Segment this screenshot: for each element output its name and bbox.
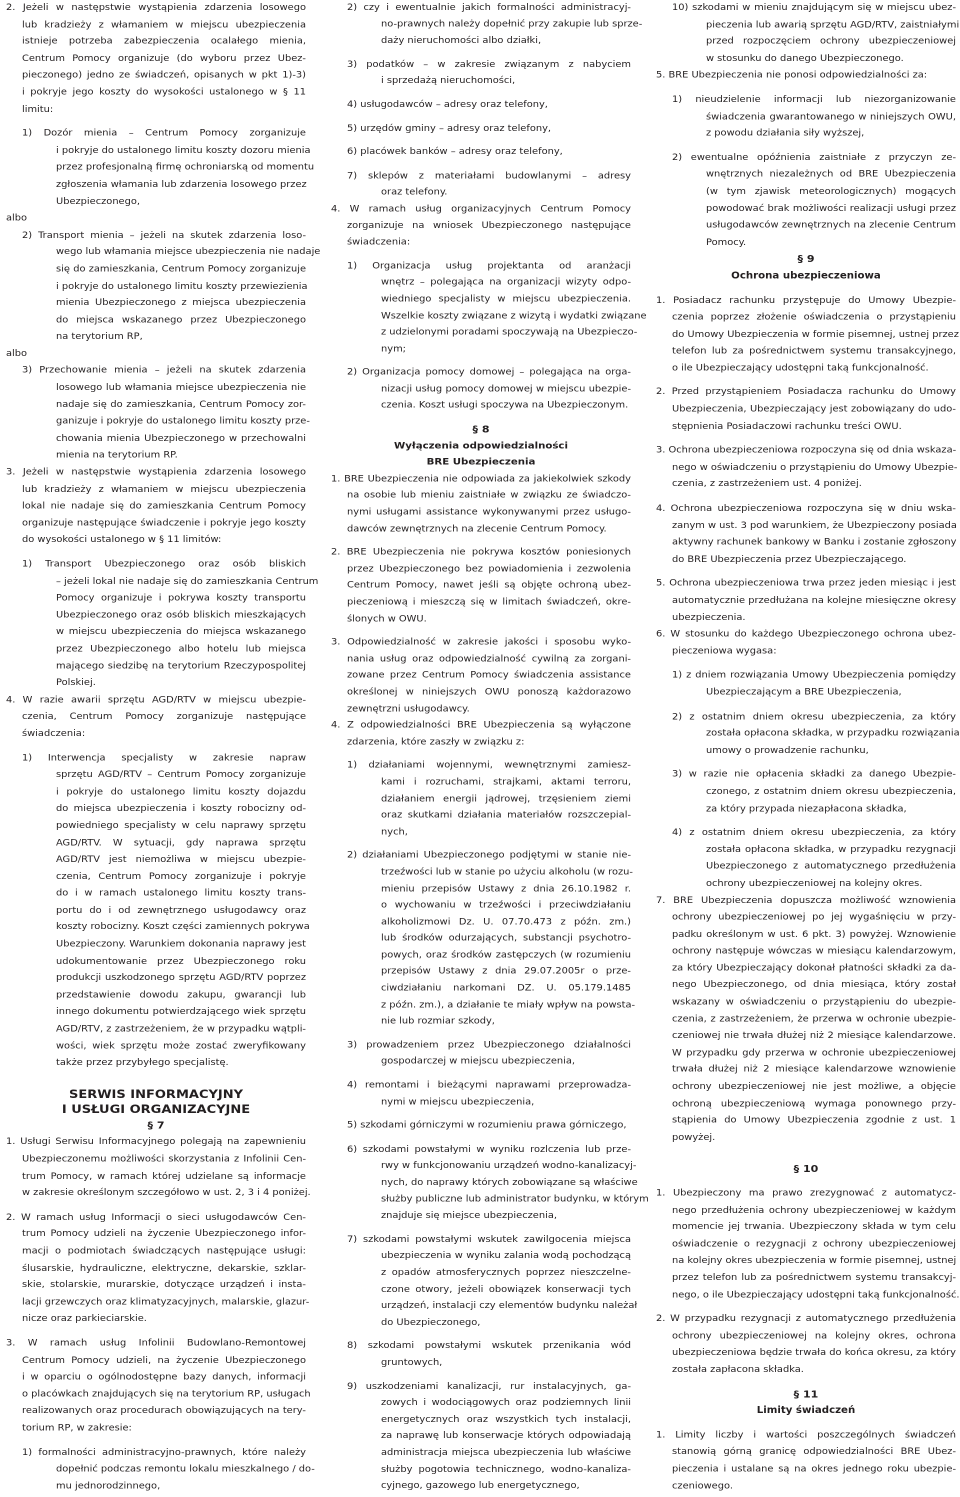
- text-line: 1. Ubezpieczony ma prawo zrezygnować z automatycz-: [656, 1188, 956, 1199]
- text-line: dopełnić podczas remontu lokalu mieszkalnego / do-: [56, 1464, 315, 1475]
- text-line: została opłacona składka, w przypadku rozwiązania: [706, 728, 960, 739]
- text-line: Ubezpieczony. Warunkiem dokonania naprawy jest: [56, 939, 306, 950]
- text-line: czenia, Centrum Pomocy zorganizuje i pokryje: [56, 871, 306, 882]
- paragraph-title: BRE Ubezpieczenia: [426, 457, 536, 468]
- text-line: albo: [6, 213, 28, 224]
- text-line: 8) szkodami powstałymi wskutek przenikania wód: [347, 1341, 631, 1351]
- text-line: świadczenia:: [347, 237, 411, 248]
- spacer: [656, 435, 956, 442]
- text-line: 3) podatków – w zakresie związanym z nabyciem: [347, 59, 631, 70]
- text-line: nych, do naprawy których zobowiązane są właściwe: [381, 1177, 638, 1188]
- text-line: macji o podmiotach świadczących następujące usługi:: [22, 1246, 306, 1257]
- text-line: trwała dłużej niż 2 miesiące kalendarzowe wznowienie: [672, 1064, 956, 1075]
- text-line: 1) Organizacja usług projektanta od aranżacji: [347, 260, 631, 271]
- text-line: wskazany w oświadczeniu o przystąpieniu do ubezpie-: [672, 997, 956, 1008]
- spacer: [331, 358, 631, 365]
- text-line: kami i rozruchami, strajkami, aktami terroru,: [381, 777, 631, 788]
- text-line: w miejscu ubezpieczenia do miejsca wskazanego: [56, 627, 306, 638]
- text-line: realizowanych oraz procedurach obowiązujących na tery-: [22, 1405, 306, 1416]
- text-line: powych, oraz środków zastępczych (w rozumieniu: [381, 950, 631, 961]
- text-line: wości, wiek sprzętu może zostać zweryfikowany: [56, 1040, 306, 1051]
- text-line: z powodu działania siły wyższej,: [706, 128, 865, 139]
- spacer: [6, 1328, 306, 1335]
- spacer: [6, 743, 306, 750]
- spacer: [656, 660, 956, 667]
- text-line: 1) Interwencja specjalisty w zakresie napraw: [22, 752, 306, 763]
- text-line: Ubezpieczonemu możliwości skorzystania z Infolinii Cen-: [22, 1154, 306, 1165]
- text-line: zowane przez Centrum Pomocy świadczenia assistance: [347, 670, 631, 681]
- text-line: no-prawnych należy dopełnić przy zakupie lub sprze-: [381, 19, 643, 30]
- text-line: z późn. zm.), a działanie te miały wpływ na powsta-: [381, 999, 636, 1010]
- text-line: aktywny rachunek bankowy w Banku i zostanie zgłoszony: [672, 537, 957, 548]
- text-line: do wysokości ustalonego w § 11 limitów:: [22, 535, 222, 546]
- text-line: ochrony następuje wówczas w miesiącu kalendarzowym,: [672, 946, 956, 957]
- text-line: ubezpieczeniowa będzie trwała do końca okresu, za który: [672, 1347, 956, 1358]
- text-line: 4) z ostatnim dniem okresu ubezpieczenia, za który: [672, 827, 956, 838]
- spacer: [331, 538, 631, 545]
- text-line: W przypadku gdy przerwa w ochronie ubezpieczeniowej: [672, 1047, 956, 1058]
- text-line: Centrum Pomocy udzieli, na życzenie Ubezpieczonego: [22, 1355, 306, 1366]
- text-line: 1) z dniem rozwiązania Umowy Ubezpieczenia pomiędzy: [672, 670, 956, 681]
- text-line: Ubezpieczonego,: [56, 196, 141, 207]
- spacer: [331, 161, 631, 168]
- text-line: do miejsca wskazanego przez Ubezpieczonego: [56, 314, 306, 325]
- text-line: nadaje się do zamieszkania, Centrum Pomocy zor-: [56, 399, 306, 410]
- text-line: Ubezpieczającym a BRE Ubezpieczenia,: [706, 687, 902, 698]
- text-line: 1. Usługi Serwisu Informacyjnego polegają na zapewnieniu: [6, 1137, 306, 1148]
- spacer: [656, 143, 956, 150]
- text-line: także przez przybyłego specjalistę.: [56, 1057, 229, 1068]
- text-line: zewnętrzni usługodawcy.: [347, 703, 470, 714]
- text-line: czonego, z ostatnim dniem okresu ubezpieczenia,: [706, 786, 956, 797]
- spacer: [656, 1379, 956, 1386]
- text-line: 4. Z odpowiedzialności BRE Ubezpieczenia są wyłączone: [331, 720, 631, 731]
- text-line: ochrony ubezpieczeniowej na kolejny okres.: [706, 878, 923, 889]
- text-line: zanym w ust. 3 pod warunkiem, że Ubezpieczony posiada: [672, 520, 957, 531]
- spacer: [656, 1178, 956, 1185]
- text-line: z opadów atmosferycznych poprzez nieszczelne-: [381, 1267, 631, 1278]
- text-line: 7) sklepów z materiałami budowlanymi – adresy: [347, 170, 631, 181]
- text-line: nymi usługami assistance wykonywanymi przez usługo-: [347, 507, 631, 518]
- text-line: przez profesjonalną firmę ochroniarską od momentu: [56, 162, 315, 173]
- text-line: wnętrz – polegająca na organizacji wizyty odpo-: [381, 277, 631, 288]
- text-line: ochrony ubezpieczeniowej po jej wygaśnięciu w przy-: [672, 912, 956, 923]
- text-line: ochrony ubezpieczeniowej nie jest możliwe, a objęcie: [672, 1081, 956, 1092]
- text-line: 1. BRE Ubezpieczenia nie odpowiada za jakiekolwiek szkody: [331, 474, 631, 484]
- text-line: 2. W przypadku rezygnacji z automatycznego przedłużenia: [656, 1313, 956, 1325]
- text-line: 6) placówek banków – adresy oraz telefony,: [347, 147, 563, 158]
- text-line: stępnienia Posiadaczowi rachunku treści OWU.: [672, 421, 902, 432]
- paragraph-number: § 7: [147, 1119, 165, 1132]
- paragraph-number: § 11: [793, 1388, 819, 1400]
- text-line: 3. Jeżeli w następstwie wystąpienia zdarzenia losowego: [6, 467, 306, 478]
- text-line: 5. Ochrona ubezpieczeniowa trwa przez jeden miesiąc i jest: [656, 578, 956, 589]
- text-line: do i w ramach ustalonego limitu koszty trans-: [56, 888, 306, 899]
- text-line: nego Ubezpieczonego, od dnia miesiąca, który został: [672, 980, 956, 991]
- spacer: [656, 1420, 956, 1427]
- text-line: AGD/RTV jest niemożliwa w miejscu ubezpie-: [56, 854, 306, 865]
- text-line: pieczeniową i mieszczą się w limitach świadczeń, okre-: [347, 597, 631, 608]
- text-line: powyżej.: [672, 1132, 716, 1143]
- text-line: portu do i od zewnętrznego usługodawcy oraz: [56, 905, 306, 916]
- text-line: energetycznych oraz wszystkich tych instalacji,: [381, 1414, 631, 1425]
- text-line: pieczenia i ustalane są na okres jednego roku ubezpie-: [672, 1463, 956, 1475]
- text-line: została zapłacona składka.: [672, 1364, 804, 1375]
- text-line: o ile Ubezpieczający udostępni taką funkcjonalność.: [672, 363, 929, 374]
- text-line: 1. Limity liczby i wartości poszczególnych świadczeń: [656, 1430, 956, 1441]
- spacer: [331, 90, 631, 97]
- text-line: nymi w miejscu ubezpieczenia,: [381, 1097, 535, 1107]
- spacer: [6, 1072, 306, 1087]
- text-line: 2) z ostatnim dniem okresu ubezpieczenia, za który: [672, 711, 956, 722]
- spacer: [331, 1372, 631, 1379]
- spacer: [656, 85, 956, 92]
- text-line: chowania mienia Ubezpieczonego w przechowalni: [56, 433, 306, 444]
- text-line: przedstawienie dowodu zakupu, gwarancji lub: [56, 990, 306, 1001]
- text-line: usługodawców zewnętrznych na zlecenie Centrum: [706, 220, 956, 231]
- text-line: mu jednorodzinnego,: [56, 1481, 161, 1492]
- text-line: nicze oraz parkieciarskie.: [22, 1313, 147, 1324]
- spacer: [331, 1331, 631, 1338]
- text-line: 3) prowadzeniem przez Ubezpieczonego działalności: [347, 1040, 631, 1051]
- text-line: 5) szkodami górniczymi w rozumieniu prawa górniczego,: [347, 1120, 627, 1131]
- spacer: [331, 415, 631, 422]
- spacer: [331, 1135, 631, 1142]
- text-line: pieczeniowa wygasa:: [672, 646, 777, 657]
- spacer: [6, 549, 306, 556]
- text-line: istnieje potrzeba zabezpieczenia ocalałego mienia,: [22, 36, 306, 47]
- text-line: określonej w niniejszych OWU ponoszą każdorazowo: [347, 687, 631, 698]
- text-line: i sprzedażą nieruchomości,: [381, 76, 516, 86]
- spacer: [6, 1437, 306, 1444]
- text-line: Ubezpieczenia, Ubezpieczający jest zobowiązany do udo-: [672, 404, 956, 415]
- text-line: ubezpieczenia.: [672, 612, 746, 623]
- text-line: się do zamieszkania, Centrum Pomocy zorganizuje: [56, 264, 306, 275]
- text-line: o placówkach znajdujących się na terytorium RP, usługach: [22, 1389, 311, 1400]
- text-line: powodować brak możliwości realizacji usługi przez: [706, 203, 956, 214]
- text-line: o wychowaniu w trzeźwości i przeciwdziałaniu: [381, 900, 631, 911]
- section-heading: SERWIS INFORMACYJNY: [68, 1087, 244, 1102]
- text-line: nizacji usług pomocy domowej w miejscu ubezpie-: [381, 384, 631, 394]
- text-line: w stosunku do danego Ubezpieczonego.: [706, 53, 904, 64]
- paragraph-title: Wyłączenia odpowiedzialności: [394, 440, 568, 451]
- text-line: nych,: [381, 827, 408, 837]
- text-line: do BRE Ubezpieczenia przez Ubezpieczającego.: [672, 554, 907, 565]
- text-line: służby publiczne lub administrator budynku, w którym: [381, 1194, 649, 1205]
- text-line: 4. W ramach usług organizacyjnych Centrum Pomocy: [331, 204, 631, 214]
- text-line: i pokryje do ustalonego limitu koszty dozoru mienia: [56, 145, 311, 156]
- spacer: [331, 114, 631, 121]
- text-line: alkoholizmowi Dz. U. 07.70.473 z późn. zm.): [381, 917, 631, 927]
- text-line: automatycznie przedłużana na kolejne miesięczne okresy: [672, 595, 957, 606]
- text-line: została opłacona składka, w przypadku rezygnacji: [706, 844, 956, 855]
- text-line: innego dokumentu potwierdzającego wiek sprzętu: [56, 1007, 306, 1018]
- text-line: 6) szkodami powstałymi w wyniku rozlczenia lub prze-: [347, 1144, 631, 1155]
- paragraph-number: § 8: [472, 423, 490, 436]
- column-right: [656, 0, 960, 1495]
- text-line: 9) uszkodzeniami kanalizacji, rur instalacyjnych, ga-: [347, 1381, 631, 1392]
- text-line: 2. BRE Ubezpieczenia nie pokrywa kosztów poniesionych: [331, 547, 631, 558]
- text-line: sprzętu AGD/RTV – Centrum Pomocy zorganizuje: [56, 769, 306, 780]
- text-line: gruntowych,: [381, 1357, 443, 1368]
- text-line: AGD/RTV, z zastrzeżeniem, że w przypadku wątpli-: [56, 1023, 306, 1035]
- text-line: 1. Posiadacz rachunku przystępuje do Umowy Ubezpie-: [656, 295, 956, 306]
- text-line: do Umowy Ubezpieczenia w formie pisemnej, ustnej przez: [672, 329, 959, 340]
- text-line: nie lub rozmiar szkody,: [381, 1016, 495, 1027]
- column-left: [6, 0, 321, 1495]
- text-line: za który Ubezpieczający dokonał płatności składki za da-: [672, 963, 956, 974]
- text-line: 2) ewentualne opóźnienia zaistniałe z przyczyn ze-: [672, 152, 956, 163]
- text-line: 1) działaniami wojennymi, wewnętrznymi zamiesz-: [347, 760, 631, 771]
- text-line: umowy o prowadzenie rachunku,: [706, 745, 869, 756]
- text-line: ślusarskie, hydrauliczne, elektryczne, dekarskie, szklar-: [22, 1263, 306, 1274]
- text-line: 2. Przed przystąpieniem Posiadacza rachunku do Umowy: [656, 387, 956, 398]
- text-line: na terytorium RP,: [56, 331, 143, 342]
- text-line: do Ubezpieczonego,: [381, 1317, 481, 1328]
- paragraph-title: Limity świadczeń: [756, 1405, 856, 1416]
- text-line: czeniowej nie trwała dłużej niż 2 miesiące kalendarzowe.: [672, 1030, 956, 1041]
- text-line: lokal nie nadaje się do zamieszkania Centrum Pomocy: [22, 501, 306, 512]
- text-line: produkcji uszkodzonego sprzętu AGD/RTV poprzez: [56, 973, 306, 984]
- text-line: dawców zewnętrznych na zlecenie Centrum Pomocy.: [347, 523, 607, 534]
- text-line: zorganizuje na wniosek Ubezpieczonego następujące: [347, 220, 631, 231]
- text-line: limitu:: [22, 104, 54, 115]
- text-line: czenia poprzez złożenie oświadczenia o przystąpieniu: [672, 312, 956, 323]
- text-line: 4) remontami i bieżącymi naprawami przeprowadza-: [347, 1080, 631, 1091]
- text-line: gospodarczej w miejscu ubezpieczenia,: [381, 1056, 576, 1067]
- text-line: przez Ubezpieczonego bez powiadomienia i zezwolenia: [347, 564, 631, 574]
- text-line: świadczenia:: [22, 728, 86, 739]
- text-line: nego przedłużenia ochrony ubezpieczeniowej w każdym: [672, 1205, 956, 1216]
- text-line: urządzeń, instalacji czy elementów budynku należał: [381, 1300, 638, 1311]
- text-line: oraz skutkami działania materiałów rozszczepial-: [381, 810, 631, 821]
- text-line: nego w oświadczeniu o przystąpieniu do Umowy Ubezpie-: [672, 462, 958, 473]
- spacer: [656, 494, 956, 501]
- text-line: czenia. Koszt usługi spoczywa na Ubezpieczonym.: [381, 400, 629, 411]
- text-line: Polskiej.: [56, 677, 96, 688]
- text-line: lub kradzieży z włamaniem w miejscu ubezpieczenia: [22, 484, 306, 495]
- text-line: czenia, z zastrzeżeniem ust. 4 poniżej.: [672, 479, 862, 490]
- text-line: 2) Organizacja pomocy domowej – polegająca na orga-: [347, 367, 631, 378]
- spacer: [331, 1111, 631, 1118]
- text-line: trzeźwości lub w stanie po użyciu alkoholu (w rozu-: [381, 867, 633, 878]
- text-line: działaniem energii jądrowej, trzęsieniem ziemi: [381, 793, 631, 804]
- spacer: [656, 1147, 956, 1162]
- text-line: za naprawę lub konserwacje których odpowiadają: [381, 1431, 631, 1441]
- text-line: telefon lub za pośrednictwem systemu transakcyjnego,: [672, 346, 956, 357]
- text-line: losowego lub włamania miejsce ubezpieczenia nie: [56, 382, 306, 393]
- text-line: czenia, z zastrzeżeniem, że przerwa w ochronie ubezpie-: [672, 1013, 956, 1024]
- text-line: mieniu przepisów Ustawy z dnia 26.10.1982 r.: [381, 883, 631, 894]
- spacer: [656, 1304, 956, 1311]
- text-line: czenia, Centrum Pomocy zorganizuje następujące: [22, 711, 306, 722]
- text-line: Centrum Pomocy organizuje (do wyboru przez Ubez-: [22, 53, 306, 64]
- text-line: 7. BRE Ubezpieczenia dopuszcza możliwość wznowienia: [656, 895, 956, 906]
- text-line: mienia Ubezpieczonego z miejsca ubezpieczenia: [56, 297, 306, 309]
- text-line: Pomocy.: [706, 237, 747, 248]
- text-line: ochrony ubezpieczeniowej na kolejny okres, ochrona: [672, 1330, 956, 1341]
- text-line: udokumentowanie przez Ubezpieczonego roku: [56, 956, 306, 967]
- spacer: [331, 841, 631, 848]
- spacer: [331, 751, 631, 758]
- paragraph-number: § 10: [793, 1163, 819, 1175]
- spacer: [331, 628, 631, 635]
- text-line: 4) usługodawców – adresy oraz telefony,: [347, 99, 548, 110]
- text-line: 2. Jeżeli w następstwie wystąpienia zdarzenia losowego: [6, 2, 306, 13]
- text-line: przez Ubezpieczonego albo hotelu lub miejsca: [56, 644, 306, 655]
- text-line: czone otwory, jeżeli obowiązek konserwacji tych: [381, 1284, 631, 1295]
- text-line: organizuje następujące świadczenie i pokryje jego koszty: [22, 518, 306, 529]
- text-line: cyjnego, gazowego lub energetycznego,: [381, 1480, 580, 1491]
- text-line: wego lub włamania miejsce ubezpieczenia nie nadaje: [56, 247, 321, 258]
- text-line: padku określonym w ust. 6 pkt. 3) powyżej. Wznowienie: [672, 929, 956, 940]
- text-line: administracja miejsca ubezpieczenia lub właściwe: [381, 1447, 631, 1458]
- text-line: z udzielonymi poradami spoczywają na Ubezpieczo-: [381, 327, 638, 338]
- text-line: nania usług oraz odpowiedzialność cywilną za zorgani-: [347, 654, 631, 664]
- text-line: Ubezpieczonego z automatycznego przedłużenia: [706, 861, 956, 872]
- text-line: 1) Dozór mienia – Centrum Pomocy zorganizuje: [22, 128, 306, 139]
- spacer: [656, 760, 956, 767]
- spacer: [331, 137, 631, 144]
- text-line: 5. BRE Ubezpieczenia nie ponosi odpowiedzialności za:: [656, 70, 928, 81]
- spacer: [6, 119, 306, 126]
- text-line: skie, stolarskie, murarskie, dotyczące urządzeń i insta-: [22, 1280, 306, 1291]
- spacer: [331, 50, 631, 57]
- text-line: ganizuje i pokryje do ustalonego limitu koszty prze-: [56, 416, 310, 427]
- text-line: momencie jej trwania. Ubezpieczony składa w tym celu: [672, 1222, 956, 1233]
- text-line: 5) urzędów gminy – adresy oraz telefony,: [347, 123, 552, 134]
- text-line: trum Pomocy, w ramach której udzielane są informacje: [22, 1171, 306, 1182]
- text-line: daży nieruchomości albo działki,: [381, 35, 542, 46]
- text-line: 2) Transport mienia – jeżeli na skutek zdarzenia loso-: [22, 230, 306, 241]
- text-line: świadczenia gwarantowanego w niniejszych OWU,: [706, 111, 956, 122]
- spacer: [656, 702, 956, 709]
- text-line: pieczenia lub awarią sprzętu AGD/RTV, zaistniałymi: [706, 19, 960, 30]
- text-line: przez telefon lub za pośrednictwem systemu transakcyj-: [672, 1272, 956, 1283]
- text-line: ślonych w OWU.: [347, 613, 427, 624]
- paragraph-title: Ochrona ubezpieczeniowa: [731, 271, 881, 282]
- text-line: pieczonego) jedno ze świadczeń, opisanych w pkt 1)-3): [22, 70, 306, 81]
- text-line: 6. W stosunku do każdego Ubezpieczonego ochrona ubez-: [656, 629, 956, 640]
- text-line: ochroną ubezpieczeniową wymaga ponownego przy-: [672, 1098, 956, 1109]
- text-line: 1) nieudzielenie informacji lub niezorganizowanie: [672, 94, 956, 105]
- text-line: 10) szkodami w mieniu znajdującym się w miejscu ubez-: [672, 2, 956, 13]
- text-line: stąpienia do Umowy Ubezpieczenia zgodnie z ust. 1: [672, 1115, 956, 1126]
- text-line: nego, o ile Ubezpieczający udostępni taką funkcjonalność.: [672, 1289, 960, 1300]
- text-line: 2) czy i ewentualnie jakich formalności administracyj-: [347, 2, 631, 13]
- spacer: [331, 1225, 631, 1232]
- text-line: 3) Przechowanie mienia – jeżeli na skutek zdarzenia: [22, 365, 306, 376]
- text-line: Wszelkie koszty związane z wizytą i wydatki związane: [381, 310, 647, 321]
- text-line: 1) formalności administracyjno-prawnych, które należy: [22, 1447, 306, 1458]
- text-line: 2) działaniami Ubezpieczonego podjętymi w stanie nie-: [347, 850, 631, 861]
- text-line: lub kradzieży z włamaniem w miejscu ubezpieczenia: [22, 19, 306, 30]
- spacer: [331, 251, 631, 258]
- text-line: 2. W ramach usług Informacji o sieci usługodawców Cen-: [6, 1212, 306, 1223]
- text-line: i w oparciu o ogólnodostępne bazy danych, informacji: [22, 1372, 306, 1383]
- text-line: AGD/RTV. W sytuacji, gdy naprawa sprzętu: [56, 837, 306, 848]
- text-line: czeniowego.: [672, 1480, 733, 1491]
- text-line: 3. Odpowiedzialność w zakresie jakości i sposobu wyko-: [331, 637, 631, 648]
- text-line: i pokryje jego koszty do wysokości ustalonego w § 11: [22, 87, 306, 98]
- text-line: i pokryje do ustalonego limitu koszty przewiezienia: [56, 281, 308, 292]
- text-line: Ubezpieczonego oraz osób bliskich mieszkających: [56, 610, 306, 621]
- text-line: powiedniego specjalisty w celu naprawy sprzętu: [56, 820, 306, 831]
- text-line: – jeżeli lokal nie nadaje się do zamieszkania Centrum: [56, 576, 319, 587]
- text-line: przepisów Ustawy z dnia 29.07.2005r o prze-: [381, 966, 631, 977]
- paragraph-number: § 9: [797, 253, 815, 266]
- text-line: mienia na terytorium RP.: [56, 450, 178, 461]
- text-line: lub środków odurzających, substancji psychotro-: [381, 933, 631, 944]
- text-line: zgłoszenia włamania lub zdarzenia losowego przez: [56, 179, 307, 190]
- text-line: w zakresie określonym szczegółowo w ust. 2, 3 i 4 poniżej.: [22, 1188, 311, 1199]
- section-heading: I USŁUGI ORGANIZACYJNE: [61, 1103, 251, 1117]
- text-line: zowych i wodociągowych oraz podziemnych linii: [381, 1397, 631, 1408]
- spacer: [656, 285, 956, 292]
- text-line: mającego siedzibę na terytorium Rzeczypospolitej: [56, 660, 306, 672]
- spacer: [656, 377, 956, 384]
- text-line: Centrum Pomocy, nawet jeśli są objęte ochroną ubez-: [347, 580, 631, 591]
- text-line: do miejsca ubezpieczenia i koszty robocizny od-: [56, 803, 306, 814]
- text-line: i pokryje do ustalonego limitu koszty dojazdu: [56, 786, 306, 797]
- text-line: 1) Transport Ubezpieczonego oraz osób bliskich: [22, 559, 306, 570]
- text-line: trum Pomocy udzieli na życzenie Ubezpieczonego infor-: [22, 1229, 306, 1240]
- text-line: 7) szkodami powstałymi wskutek zawilgocenia miejsca: [347, 1234, 631, 1245]
- text-line: nym;: [381, 343, 406, 354]
- text-line: 4. W razie awarii sprzętu AGD/RTV w miejscu ubezpie-: [6, 694, 306, 705]
- spacer: [656, 569, 956, 576]
- text-line: wnętrznych niezależnych od BRE Ubezpieczenia: [706, 169, 956, 180]
- text-line: ciwdziałaniu narkomani DZ. U. 05.179.1485: [381, 983, 631, 994]
- text-line: lacji grzewczych oraz klimatyzacyjnych, malarskie, glazur-: [22, 1297, 310, 1308]
- text-line: oraz telefony.: [381, 187, 448, 198]
- text-line: przed rozpoczęciem ochrony ubezpieczeniowej: [706, 36, 956, 47]
- text-line: na osobie lub mieniu zaistniałe w związku ze świadczo-: [347, 490, 631, 501]
- text-line: zdarzenia, które zaszły w związku z:: [347, 737, 525, 747]
- text-line: oświadczenie o rezygnacji z ochrony ubezpieczeniowej: [672, 1238, 956, 1250]
- text-line: 3. Ochrona ubezpieczeniowa rozpoczyna się od dnia wskaza-: [656, 445, 957, 456]
- text-line: (w tym zjawisk meteorologicznych) mogących: [706, 186, 956, 197]
- spacer: [6, 1202, 306, 1209]
- text-line: Pomocy organizuje i pokrywa koszty transportu: [56, 593, 306, 604]
- column-middle: [331, 0, 649, 1495]
- text-line: wiedniego specjalisty w miejscu ubezpieczenia.: [381, 294, 631, 304]
- spacer: [656, 818, 956, 825]
- text-line: koszty robocizny. Koszt części zamiennych pokrywa: [56, 922, 310, 933]
- text-line: za który przypada niezapłacona składka,: [706, 803, 907, 814]
- text-line: 4. Ochrona ubezpieczeniowa rozpoczyna się w dniu wska-: [656, 503, 956, 514]
- text-line: torium RP, w zakresie:: [22, 1422, 132, 1433]
- spacer: [331, 1071, 631, 1078]
- text-line: rwy w funkcjonowaniu urządzeń wodno-kanalizacyj-: [381, 1161, 637, 1171]
- text-line: 3) w razie nie opłacenia składki za danego Ubezpie-: [672, 769, 956, 780]
- text-line: służby pogotowia technicznego, wodno-kanaliza-: [381, 1464, 631, 1475]
- text-line: znajduje się miejsce ubezpieczenia,: [381, 1210, 557, 1221]
- text-line: stanowią górną granicę odpowiedzialności BRE Ubez-: [672, 1447, 956, 1458]
- text-line: na kolejny okres ubezpieczenia w formie pisemnej, ustnej: [672, 1255, 957, 1266]
- spacer: [331, 1030, 631, 1037]
- text-line: 3. W ramach usług Infolinii Budowlano-Remontowej: [6, 1338, 306, 1349]
- text-line: ubezpieczenia w wyniku zalania wodą pochodzącą: [381, 1251, 631, 1261]
- text-line: albo: [6, 348, 28, 359]
